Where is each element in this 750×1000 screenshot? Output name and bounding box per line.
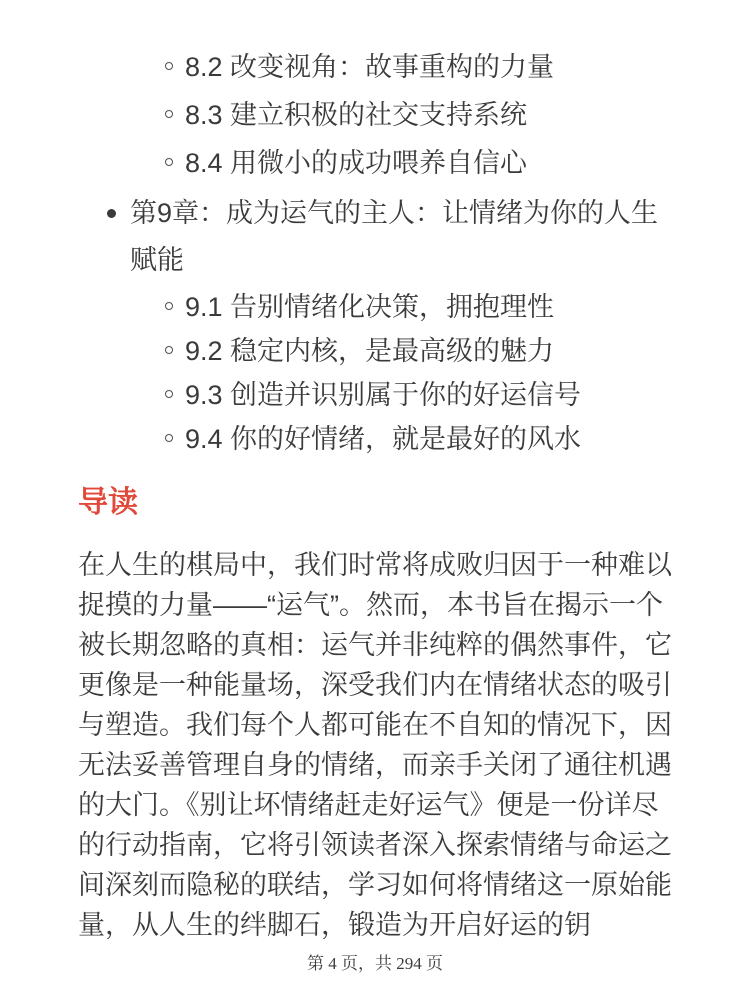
circle-bullet-icon <box>165 346 173 354</box>
toc-item-9-4 <box>185 419 674 459</box>
toc-item-9-2 <box>185 331 674 371</box>
page-number-footer: 第 4 页，共 294 页 <box>307 954 443 973</box>
toc-item-label: 8.3 建立积极的社交支持系统 <box>185 100 528 130</box>
circle-bullet-icon <box>165 302 173 310</box>
toc-item-label: 8.2 改变视角：故事重构的力量 <box>185 52 555 82</box>
toc-item-9-3 <box>185 375 674 415</box>
toc-sublist-chapter8 <box>78 46 674 184</box>
section-heading: 导读 <box>78 486 138 519</box>
toc-sublist-chapter9 <box>130 287 674 459</box>
toc-item-8-2 <box>185 46 674 88</box>
circle-bullet-icon <box>165 62 173 70</box>
circle-bullet-icon <box>165 390 173 398</box>
toc-main-list <box>78 190 674 459</box>
toc-item-label: 9.1 告别情绪化决策，拥抱理性 <box>185 292 555 322</box>
disc-bullet-icon <box>107 209 116 218</box>
toc-item-8-4 <box>185 142 674 184</box>
toc-item-label: 9.3 创造并识别属于你的好运信号 <box>185 380 582 410</box>
circle-bullet-icon <box>165 434 173 442</box>
circle-bullet-icon <box>165 110 173 118</box>
toc-chapter9-label: 第9章：成为运气的主人：让情绪为你的人生赋能 <box>130 198 659 275</box>
toc-item-label: 9.2 稳定内核，是最高级的魅力 <box>185 336 555 366</box>
toc-item-label: 8.4 用微小的成功喂养自信心 <box>185 148 528 178</box>
toc-chapter9-item <box>130 190 674 459</box>
toc-item-label: 9.4 你的好情绪，就是最好的风水 <box>185 424 582 454</box>
toc-item-8-3 <box>185 94 674 136</box>
intro-paragraph: 在人生的棋局中，我们时常将成败归因于一种难以捉摸的力量——“运气”。然而，本书旨在揭示一个被长期忽略的真相：运气并非纯粹的偶然事件，它更像是一种能量场，深受我们内在情绪状态的吸引与塑造。我们每个人都可能在不自知的情况下，因无法妥善管理自身的情绪，而亲手关闭了通往机遇的大门。《别让坏情绪赶走好运气》便是一份详尽的行动指南，它将引领读者深入探索情绪与命运之间深刻而隐秘的联结，学习如何将情绪这一原始能量，从人生的绊脚石，锻造为开启好运的钥 <box>78 550 672 940</box>
circle-bullet-icon <box>165 158 173 166</box>
toc-item-9-1 <box>185 287 674 327</box>
